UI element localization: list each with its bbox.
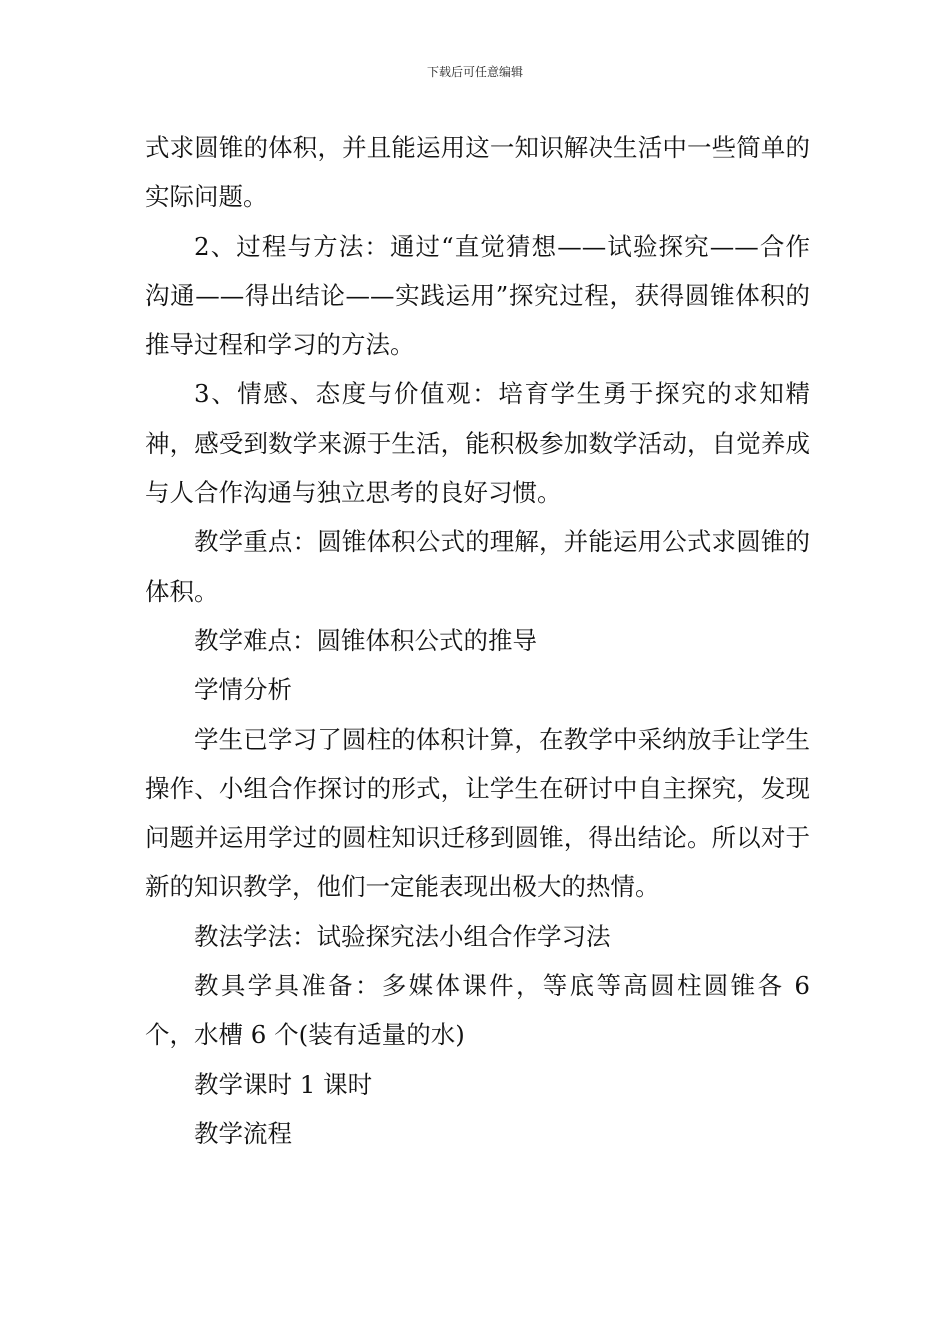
paragraph-difficulty: 教学难点：圆锥体积公式的推导 xyxy=(194,625,537,655)
paragraph-emotion-values: 3、情感、态度与价值观：培育学生勇于探究的求知精神，感受到数学来源于生活，能积极参加数学活动，自觉养成与人合作沟通与独立思考的良好习惯。 xyxy=(145,379,810,508)
heading-teaching-flow: 教学流程 xyxy=(194,1118,292,1148)
paragraph-student-analysis: 学生已学习了圆柱的体积计算，在教学中采纳放手让学生操作、小组合作探讨的形式，让学生在研讨中自主探究，发现问题并运用学过的圆柱知识迁移到圆锥，得出结论。所以对于新的知识教学，他们一定能表现出极大的热情。 xyxy=(145,724,810,902)
paragraph-teaching-methods: 教法学法：试验探究法小组合作学习法 xyxy=(194,921,611,951)
paragraph-objective-continuation: 式求圆锥的体积，并且能运用这一知识解决生活中一些简单的实际问题。 xyxy=(145,133,810,212)
document-body xyxy=(145,123,810,1158)
paragraph-key-point: 教学重点：圆锥体积公式的理解，并能运用公式求圆锥的体积。 xyxy=(145,527,810,606)
paragraph-process-method: 2、过程与方法：通过“直觉猜想——试验探究——合作沟通——得出结论——实践运用”探究过程，获得圆锥体积的推导过程和学习的方法。 xyxy=(145,231,810,360)
heading-student-analysis: 学情分析 xyxy=(194,675,292,705)
page-header: 下载后可任意编辑 xyxy=(426,65,523,79)
paragraph-class-hours: 教学课时 1 课时 xyxy=(194,1069,373,1099)
paragraph-materials: 教具学具准备：多媒体课件，等底等高圆柱圆锥各 6 个，水槽 6 个(装有适量的水) xyxy=(145,971,810,1050)
